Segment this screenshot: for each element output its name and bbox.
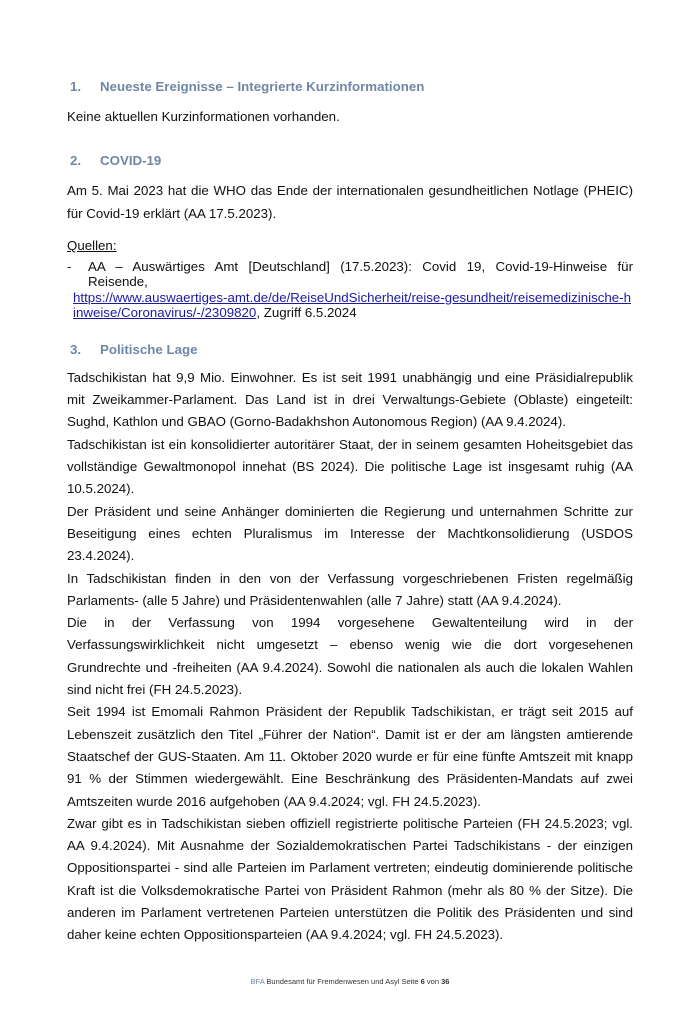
paragraph: Zwar gibt es in Tadschikistan sieben offiziell registrierte politische Parteien (FH 24.5.2023; vgl. AA 9.4.2024). Mit Ausnahme der Sozialdemokratischen Partei Tadschikistans - der einzigen Oppositionspartei - sind alle Parteien im Parlament vertreten; eindeutig dominierende politische Kraft ist die Volksdemokratische Partei von Präsident Rahmon (mehr als 80 % der Sitze). Die anderen im Parlament vertretenen Parteien unterstützen die Politik des Präsidenten und sind daher keine echten Oppositionsparteien (AA 9.4.2024; vgl. FH 24.5.2023). bbox=[67, 815, 633, 943]
section-number: 2. bbox=[70, 153, 82, 169]
section-heading bbox=[67, 341, 633, 359]
page-total: 36 bbox=[441, 976, 450, 986]
paragraph: Die in der Verfassung von 1994 vorgesehene Gewaltenteilung wird in der Verfassungswirklichkeit nicht umgesetzt – ebenso wenig wie die dort vorgesehenen Grundrechte und -freiheiten (AA 9.4.2024). Sowohl die nationalen als auch die lokalen Wahlen sind nicht frei (FH 24.5.2023). bbox=[67, 615, 633, 698]
paragraph: Tadschikistan ist ein konsolidierter autoritärer Staat, der in seinem gesamten Hoheitsgebiet das vollständige Gewaltmonopol innehat (BS 2024). Die politische Lage ist insgesamt ruhig (AA 10.5.2024). bbox=[67, 436, 633, 497]
source-item bbox=[67, 259, 633, 290]
section-number: 1. bbox=[70, 79, 82, 94]
footer-brand: BFA bbox=[250, 976, 265, 986]
paragraph: Der Präsident und seine Anhänger dominierten die Regierung und unternahmen Schritte zur Beseitigung eines echten Pluralismus im Interesse der Machtkonsolidierung (USDOS 23.4.2024). bbox=[67, 503, 633, 564]
page-number: 6 bbox=[420, 976, 425, 986]
footer-text: Bundesamt für Fremdenwesen und Asyl Seite bbox=[264, 976, 421, 986]
source-link-line bbox=[67, 290, 633, 321]
paragraph: In Tadschikistan finden in den von der Verfassung vorgeschriebenen Fristen regelmäßig Parlaments- (alle 5 Jahre) und Präsidentenwahlen (alle 7 Jahre) statt (AA 9.4.2024). bbox=[67, 570, 633, 608]
section-heading bbox=[67, 78, 633, 96]
source-link[interactable]: https://www.auswaertiges-amt.de/de/ReiseUndSicherheit/reise-gesundheit/reisemedizinische-hinweise/Coronavirus/-/2309820 bbox=[73, 289, 632, 321]
section-heading bbox=[67, 152, 633, 170]
paragraph: Keine aktuellen Kurzinformationen vorhanden. bbox=[67, 109, 340, 124]
sources-label: Quellen: bbox=[67, 237, 117, 253]
page-footer bbox=[0, 977, 700, 987]
section-title: COVID-19 bbox=[100, 153, 162, 169]
paragraph: Seit 1994 ist Emomali Rahmon Präsident der Republik Tadschikistan, er trägt seit 2015 auf Lebenszeit zusätzlich den Titel „Führer der Nation“. Damit ist er der am längsten amtierende Staatschef der GUS-Staaten. Am 11. Oktober 2020 wurde er für eine fünfte Amtszeit mit knapp 91 % der Stimmen wiedergewählt. Eine Beschränkung des Präsidenten-Mandats auf zwei Amtszeiten wurde 2016 aufgehoben (AA 9.4.2024; vgl. FH 24.5.2023). bbox=[67, 704, 633, 809]
source-access-date: , Zugriff 6.5.2024 bbox=[256, 305, 357, 321]
footer-of: von bbox=[424, 976, 442, 986]
list-dash: - bbox=[67, 258, 72, 274]
section-number: 3. bbox=[70, 341, 82, 357]
paragraph: Am 5. Mai 2023 hat die WHO das Ende der internationalen gesundheitlichen Notlage (PHEIC) für Covid-19 erklärt (AA 17.5.2023). bbox=[67, 183, 633, 221]
section-title: Politische Lage bbox=[100, 341, 198, 357]
paragraph: Tadschikistan hat 9,9 Mio. Einwohner. Es ist seit 1991 unabhängig und eine Präsidialrepublik mit Zweikammer-Parlament. Das Land ist in drei Verwaltungs-Gebiete (Oblaste) eingeteilt: Sughd, Kathlon und GBAO (Gorno-Badakhshon Autonomous Region) (AA 9.4.2024). bbox=[67, 369, 633, 430]
section-title: Neueste Ereignisse – Integrierte Kurzinformationen bbox=[100, 79, 425, 94]
source-text: AA – Auswärtiges Amt [Deutschland] (17.5.2023): Covid 19, Covid-19-Hinweise für Reisende, bbox=[88, 258, 633, 290]
